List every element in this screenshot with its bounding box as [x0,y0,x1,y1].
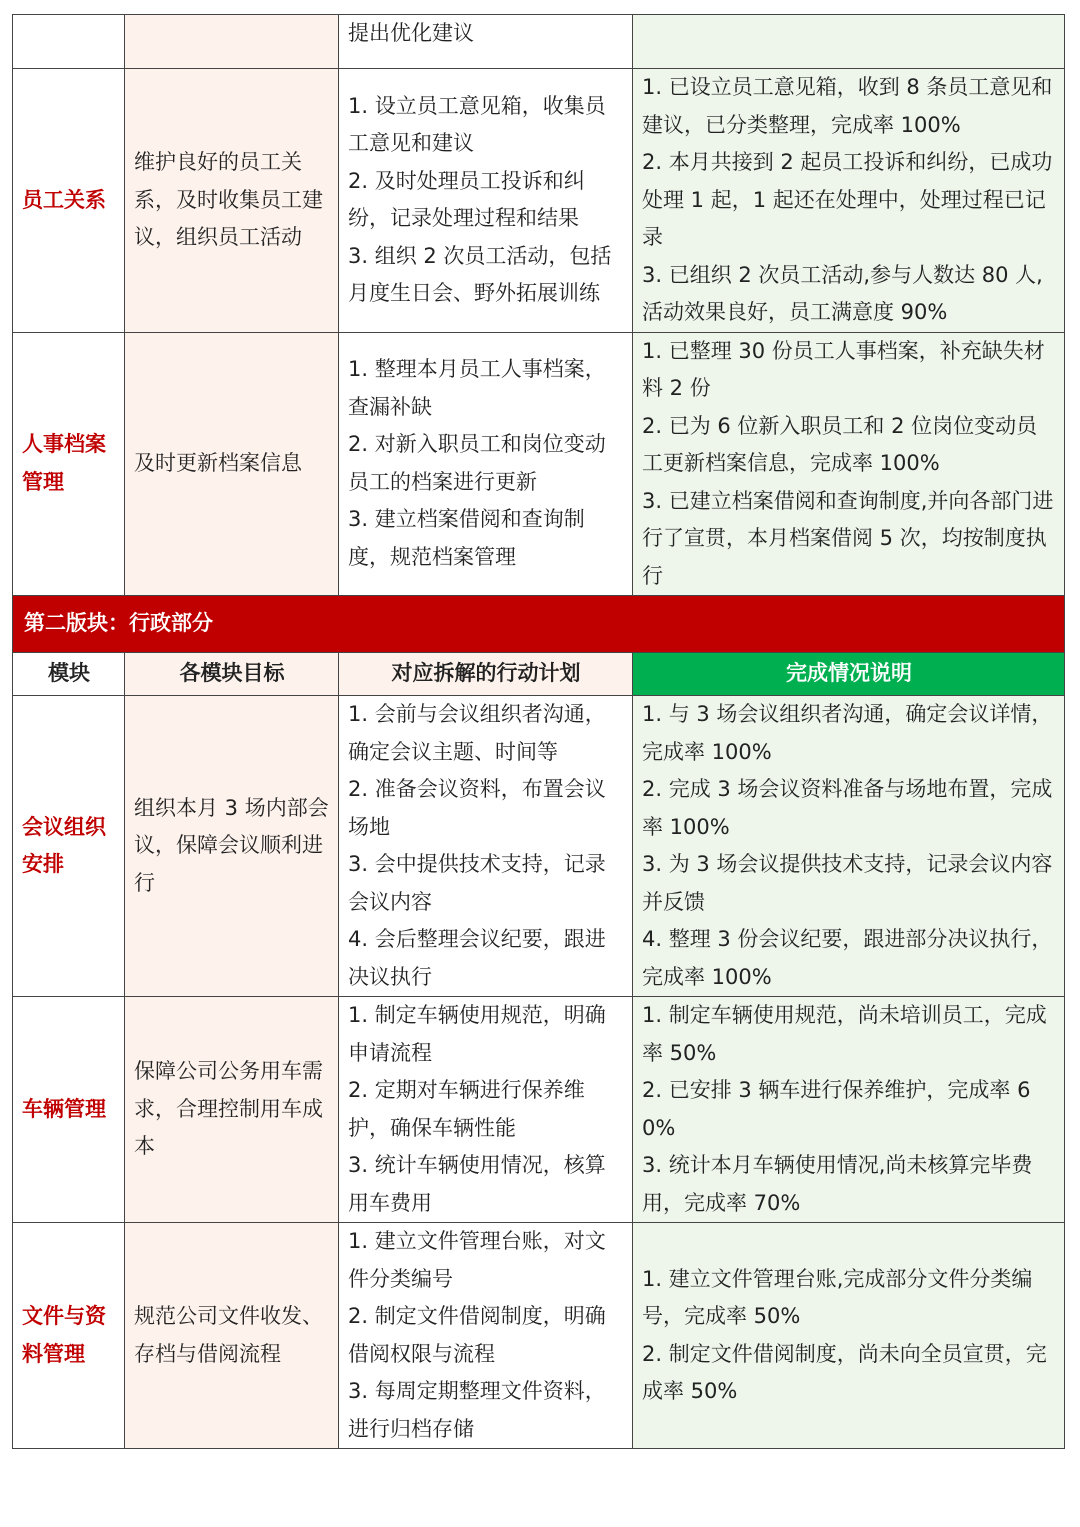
done-line: 1. 已设立员工意见箱，收到 8 条员工意见和建议，已分类整理，完成率 100% [642,75,1053,137]
done-line: 1. 已整理 30 份员工人事档案，补充缺失材料 2 份 [642,338,1045,400]
module-cell: 车辆管理 [13,997,125,1223]
work-report-table [12,14,1065,1449]
header-plan: 对应拆解的行动计划 [339,653,633,696]
done-line: 2. 本月共接到 2 起员工投诉和纠纷，已成功处理 1 起，1 起还在处理中，处理过程已记录 [642,150,1053,249]
plan-line: 2. 定期对车辆进行保养维护，确保车辆性能 [348,1078,585,1140]
done-line: 1. 建立文件管理台账,完成部分文件分类编号，完成率 50% [642,1266,1033,1328]
goal-cell: 保障公司公务用车需求，合理控制用车成本 [125,997,339,1223]
plan-line: 3. 每周定期整理文件资料，进行归档存储 [348,1379,606,1441]
plan-line: 1. 制定车辆使用规范，明确申请流程 [348,1003,606,1065]
done-cell [633,696,1065,997]
done-line: 2. 制定文件借阅制度，尚未向全员宣贯，完成率 50% [642,1341,1047,1403]
plan-cell [339,1223,633,1449]
table-row [13,997,1065,1223]
done-line: 4. 整理 3 份会议纪要，跟进部分决议执行，完成率 100% [642,927,1053,989]
table-row [13,332,1065,596]
plan-line: 4. 会后整理会议纪要，跟进决议执行 [348,927,606,989]
done-line: 3. 为 3 场会议提供技术支持，记录会议内容并反馈 [642,852,1053,914]
plan-line: 3. 建立档案借阅和查询制度，规范档案管理 [348,507,585,569]
table-row [13,69,1065,333]
table-row [13,15,1065,69]
done-line: 2. 已为 6 位新入职员工和 2 位岗位变动员工更新档案信息，完成率 100% [642,413,1038,475]
table-row [13,1223,1065,1449]
plan-line: 3. 组织 2 次员工活动，包括月度生日会、野外拓展训练 [348,243,612,306]
plan-line: 2. 及时处理员工投诉和纠纷，记录处理过程和结果 [348,168,585,231]
done-cell [633,1223,1065,1449]
goal-cell [125,15,339,69]
done-line: 1. 与 3 场会议组织者沟通，确定会议详情，完成率 100% [642,702,1053,764]
plan-line: 1. 整理本月员工人事档案，查漏补缺 [348,357,606,419]
done-cell [633,332,1065,596]
module-cell: 员工关系 [13,69,125,333]
table-row [13,696,1065,997]
plan-line: 2. 准备会议资料，布置会议场地 [348,777,606,839]
plan-line: 1. 建立文件管理台账，对文件分类编号 [348,1229,606,1291]
plan-line: 3. 会中提供技术支持，记录会议内容 [348,852,606,914]
plan-line: 1. 会前与会议组织者沟通，确定会议主题、时间等 [348,702,606,764]
module-cell: 文件与资料管理 [13,1223,125,1449]
done-line: 1. 制定车辆使用规范，尚未培训员工，完成率 50% [642,1003,1047,1065]
plan-line: 3. 统计车辆使用情况，核算用车费用 [348,1153,606,1215]
header-goal: 各模块目标 [125,653,339,696]
plan-line: 1. 设立员工意见箱，收集员工意见和建议 [348,93,606,156]
goal-cell: 维护良好的员工关系，及时收集员工建议，组织员工活动 [125,69,339,333]
plan-line: 提出优化建议 [348,21,474,45]
module-cell [13,15,125,69]
section-title: 第二版块：行政部分 [13,596,1065,653]
done-line: 3. 已建立档案借阅和查询制度,并向各部门进行了宣贯，本月档案借阅 5 次，均按制度执行 [642,488,1054,588]
goal-cell: 及时更新档案信息 [125,332,339,596]
plan-line: 2. 对新入职员工和岗位变动员工的档案进行更新 [348,432,606,494]
goal-cell: 规范公司文件收发、存档与借阅流程 [125,1223,339,1449]
done-cell [633,15,1065,69]
plan-cell [339,997,633,1223]
plan-cell [339,69,633,333]
done-cell [633,69,1065,333]
header-done: 完成情况说明 [633,653,1065,696]
done-cell [633,997,1065,1223]
header-row [13,653,1065,696]
plan-cell [339,332,633,596]
module-cell: 人事档案管理 [13,332,125,596]
section-row [13,596,1065,653]
header-module: 模块 [13,653,125,696]
module-cell: 会议组织安排 [13,696,125,997]
done-line: 3. 已组织 2 次员工活动,参与人数达 80 人,活动效果良好，员工满意度 90% [642,262,1043,324]
plan-line: 2. 制定文件借阅制度，明确借阅权限与流程 [348,1304,606,1366]
goal-cell: 组织本月 3 场内部会议，保障会议顺利进行 [125,696,339,997]
done-line: 2. 完成 3 场会议资料准备与场地布置，完成率 100% [642,777,1053,839]
plan-cell [339,696,633,997]
done-line: 3. 统计本月车辆使用情况,尚未核算完毕费用，完成率 70% [642,1153,1033,1215]
plan-cell [339,15,633,69]
done-line: 2. 已安排 3 辆车进行保养维护，完成率 60% [642,1078,1031,1140]
